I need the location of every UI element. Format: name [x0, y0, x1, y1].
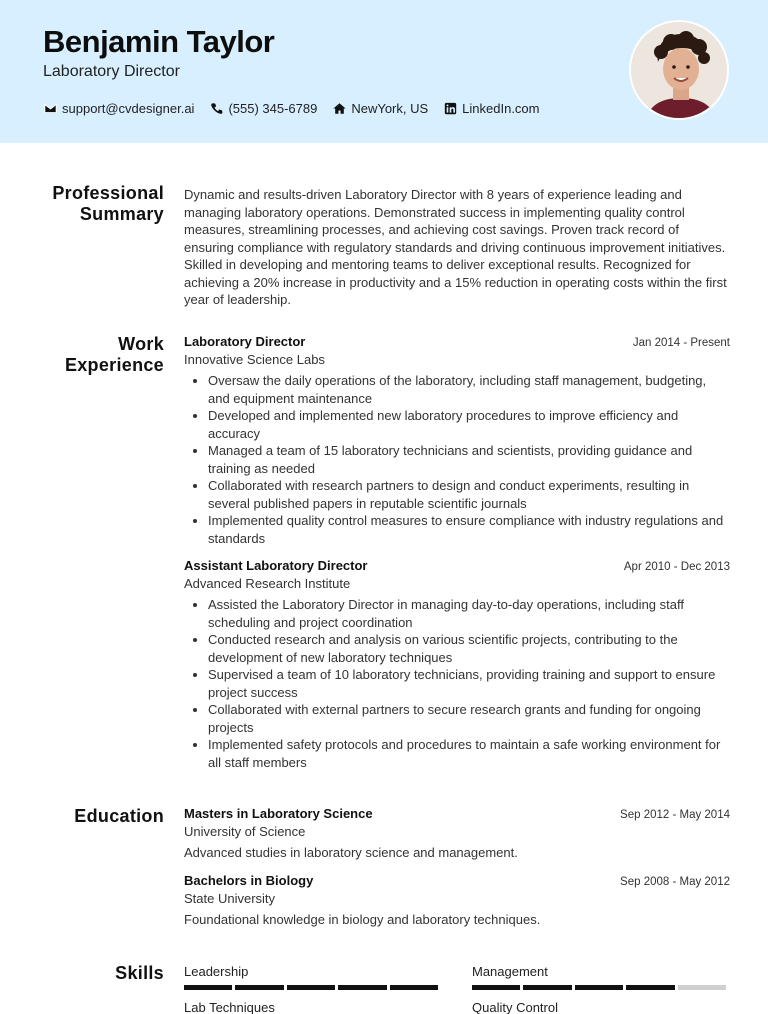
- linkedin-icon: [443, 102, 457, 116]
- section-title-summary: [52, 183, 164, 225]
- contact-email-text: support@cvdesigner.ai: [62, 101, 195, 116]
- skill-segment-filled: [472, 985, 520, 990]
- list-item: • Collaborated with research partners to design and conduct experiments, resulting in several published papers in reputable scientific journals: [208, 477, 730, 512]
- job-bullets: [184, 596, 730, 771]
- skill-item: [472, 1000, 729, 1014]
- job-bullets: [184, 372, 730, 547]
- list-item: • Implemented quality control measures to ensure compliance with industry regulations and standards: [208, 512, 730, 547]
- skill-item: [184, 964, 441, 990]
- list-item: • Managed a team of 15 laboratory technicians and scientists, providing guidance and training as needed: [208, 442, 730, 477]
- list-item: • Assisted the Laboratory Director in managing day-to-day operations, including staff scheduling and project coordination: [208, 596, 730, 631]
- candidate-title: Laboratory Director: [43, 63, 180, 80]
- skill-segment-empty: [678, 985, 726, 990]
- section-title-education: Education: [74, 806, 164, 826]
- phone-icon: [209, 102, 223, 116]
- list-item: • Oversaw the daily operations of the laboratory, including staff management, budgeting, and equipment maintenance: [208, 372, 730, 407]
- contact-list: [43, 101, 555, 116]
- skill-level-bar: [184, 985, 441, 990]
- education-description: Advanced studies in laboratory science and management.: [184, 845, 518, 860]
- section-title-summary-line1: Professional: [52, 183, 164, 203]
- education-degree: Bachelors in Biology: [184, 873, 314, 888]
- job-entry: [184, 334, 730, 547]
- list-item: • Implemented safety protocols and procedures to maintain a safe working environment for all staff members: [208, 736, 730, 771]
- job-date: Apr 2010 - Dec 2013: [623, 561, 730, 573]
- section-title-skills: Skills: [115, 963, 164, 983]
- skill-item: [184, 1000, 441, 1014]
- candidate-name: Benjamin Taylor: [43, 24, 275, 59]
- list-item: • Conducted research and analysis on various scientific projects, contributing to the development of new laboratory techniques: [208, 631, 730, 666]
- skill-segment-filled: [626, 985, 674, 990]
- job-title: Laboratory Director: [184, 334, 306, 349]
- home-icon: [332, 102, 346, 116]
- contact-phone-text: (555) 345-6789: [228, 101, 318, 116]
- job-date: Jan 2014 - Present: [632, 337, 730, 349]
- section-title-experience: [65, 334, 164, 376]
- list-item: • Supervised a team of 10 laboratory technicians, providing training and support to ensure project success: [208, 666, 730, 701]
- section-title-experience-line2: Experience: [64, 355, 164, 375]
- job-entry: [184, 558, 730, 771]
- skill-item: [472, 964, 729, 990]
- job-organization: Advanced Research Institute: [184, 576, 351, 591]
- skill-segment-filled: [287, 985, 335, 990]
- section-title-experience-line1: Work: [118, 334, 164, 354]
- skill-segment-filled: [390, 985, 438, 990]
- contact-linkedin[interactable]: [443, 101, 539, 116]
- job-organization: Innovative Science Labs: [184, 352, 325, 367]
- skill-name: Leadership: [184, 964, 249, 979]
- job-title: Assistant Laboratory Director: [184, 558, 368, 573]
- envelope-icon: [43, 102, 57, 116]
- contact-location: [332, 101, 428, 116]
- education-school: State University: [184, 891, 276, 906]
- avatar: [629, 20, 729, 120]
- section-title-summary-line2: Summary: [79, 204, 164, 224]
- list-item: • Collaborated with external partners to secure research grants and funding for ongoing projects: [208, 701, 730, 736]
- skill-name: Lab Techniques: [184, 1000, 275, 1014]
- skill-segment-filled: [575, 985, 623, 990]
- skill-segment-filled: [184, 985, 232, 990]
- contact-email[interactable]: [43, 101, 194, 116]
- list-item: • Developed and implemented new laboratory procedures to improve efficiency and accuracy: [208, 407, 730, 442]
- skill-name: Quality Control: [472, 1000, 558, 1014]
- skill-level-bar: [472, 985, 729, 990]
- contact-location-text: NewYork, US: [351, 101, 429, 116]
- skill-segment-filled: [523, 985, 571, 990]
- header-banner: [0, 0, 768, 143]
- skill-segment-filled: [235, 985, 283, 990]
- education-date: Sep 2008 - May 2012: [620, 876, 730, 888]
- summary-text: Dynamic and results-driven Laboratory Director with 8 years of experience leading and managing laboratory operations. Demonstrated success in implementing quality control measures, streamlining processes, and achieving cost savings. Proven track record of ensuring compliance with regulatory standards and driving continuous improvement initiatives. Skilled in developing and mentoring teams to deliver exceptional results. Recognized for achieving a 20% increase in productivity and a 15% reduction in operating costs within the first year of leadership.: [184, 187, 727, 307]
- education-date: Sep 2012 - May 2014: [620, 809, 730, 821]
- education-description: Foundational knowledge in biology and laboratory techniques.: [184, 912, 541, 927]
- education-school: University of Science: [184, 824, 306, 839]
- education-degree: Masters in Laboratory Science: [184, 806, 373, 821]
- skill-name: Management: [472, 964, 548, 979]
- avatar-portrait-icon: [631, 22, 729, 120]
- contact-linkedin-text: LinkedIn.com: [462, 101, 540, 116]
- contact-phone[interactable]: [209, 101, 317, 116]
- education-entry: [184, 806, 730, 860]
- skill-segment-filled: [338, 985, 386, 990]
- education-entry: [184, 873, 730, 927]
